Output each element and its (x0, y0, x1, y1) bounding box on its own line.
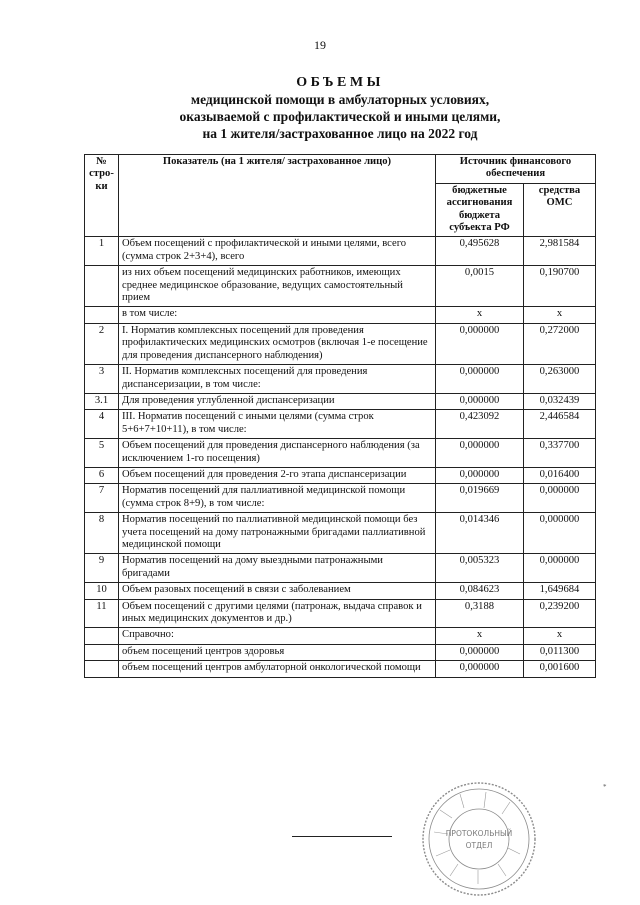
oms-value-cell: 0,011300 (524, 644, 596, 660)
row-number-cell (85, 661, 119, 677)
indicator-cell: I. Норматив комплексных посещений для проведения профилактических медицинских осмотров (включая 1-е посещение для проведения диспансерного наблюдения) (119, 323, 436, 364)
indicator-cell: Объем разовых посещений в связи с заболеванием (119, 583, 436, 599)
title-line-4: на 1 жителя/застрахованное лицо на 2022 год (202, 126, 478, 141)
indicator-cell: II. Норматив комплексных посещений для проведения диспансеризации, в том числе: (119, 365, 436, 394)
budget-value-cell: 0,005323 (436, 554, 524, 583)
table-row (85, 410, 596, 439)
header-budget: бюджетные ассигнования бюджета субъекта РФ (436, 183, 524, 237)
margin-mark: * (603, 783, 607, 791)
table-row (85, 554, 596, 583)
oms-value-cell: 0,000000 (524, 513, 596, 554)
header-indicator: Показатель (на 1 жителя/ застрахованное лицо) (119, 155, 436, 237)
oms-value-cell: 0,263000 (524, 365, 596, 394)
title-line-2: медицинской помощи в амбулаторных условиях, (190, 92, 490, 107)
indicator-cell: в том числе: (119, 307, 436, 323)
signature-line (292, 836, 392, 837)
table-row (85, 467, 596, 483)
budget-value-cell: 0,000000 (436, 323, 524, 364)
budget-value-cell: х (436, 628, 524, 644)
document-title (0, 74, 640, 142)
budget-value-cell: 0,0015 (436, 266, 524, 307)
indicator-cell: объем посещений центров здоровья (119, 644, 436, 660)
row-number-cell: 1 (85, 237, 119, 266)
budget-value-cell: 0,000000 (436, 439, 524, 468)
oms-value-cell: 2,446584 (524, 410, 596, 439)
budget-value-cell: 0,019669 (436, 484, 524, 513)
table-body (85, 237, 596, 677)
indicator-cell: Норматив посещений для паллиативной медицинской помощи (сумма строк 8+9), в том числе: (119, 484, 436, 513)
header-funding-source: Источник финансового обеспечения (436, 155, 596, 184)
table-row (85, 365, 596, 394)
page-number: 19 (314, 38, 326, 52)
table-row (85, 484, 596, 513)
stamp-text-line-2: ОТДЕЛ (465, 841, 493, 850)
indicator-cell: Норматив посещений на дому выездными патронажными бригадами (119, 554, 436, 583)
protocol-department-stamp (420, 780, 538, 898)
table-row (85, 583, 596, 599)
indicator-cell: III. Норматив посещений с иными целями (сумма строк 5+6+7+10+11), в том числе: (119, 410, 436, 439)
indicator-cell: Объем посещений для проведения диспансерного наблюдения (за исключением 1-го посещения) (119, 439, 436, 468)
budget-value-cell: 0,495628 (436, 237, 524, 266)
table-row (85, 439, 596, 468)
budget-value-cell: 0,084623 (436, 583, 524, 599)
row-number-cell: 10 (85, 583, 119, 599)
title-line-1: ОБЪЕМЫ (296, 75, 384, 90)
oms-value-cell: 0,032439 (524, 393, 596, 409)
row-number-cell (85, 266, 119, 307)
indicator-cell: из них объем посещений медицинских работников, имеющих среднее медицинское образование, ведущих самостоятельный прием (119, 266, 436, 307)
oms-value-cell: 0,000000 (524, 554, 596, 583)
budget-value-cell: 0,000000 (436, 467, 524, 483)
table-row (85, 323, 596, 364)
table-row (85, 307, 596, 323)
table-row (85, 661, 596, 677)
oms-value-cell: 0,001600 (524, 661, 596, 677)
indicator-cell: Объем посещений с другими целями (патронаж, выдача справок и иных медицинских документов и др.) (119, 599, 436, 628)
indicator-cell: Объем посещений с профилактической и иными целями, всего (сумма строк 2+3+4), всего (119, 237, 436, 266)
indicator-cell: Справочно: (119, 628, 436, 644)
row-number-cell (85, 307, 119, 323)
table-row (85, 644, 596, 660)
row-number-cell: 7 (85, 484, 119, 513)
row-number-cell: 8 (85, 513, 119, 554)
table-row (85, 237, 596, 266)
budget-value-cell: 0,000000 (436, 661, 524, 677)
budget-value-cell: 0,000000 (436, 365, 524, 394)
oms-value-cell: х (524, 307, 596, 323)
title-line-3: оказываемой с профилактической и иными целями, (179, 109, 501, 124)
budget-value-cell: 0,014346 (436, 513, 524, 554)
row-number-cell: 11 (85, 599, 119, 628)
row-number-cell: 6 (85, 467, 119, 483)
budget-value-cell: 0,423092 (436, 410, 524, 439)
indicator-cell: объем посещений центров амбулаторной онкологической помощи (119, 661, 436, 677)
indicator-cell: Для проведения углубленной диспансеризации (119, 393, 436, 409)
table-row (85, 266, 596, 307)
table-row (85, 513, 596, 554)
row-number-cell (85, 628, 119, 644)
oms-value-cell: 0,016400 (524, 467, 596, 483)
header-row-number: № стро-ки (85, 155, 119, 237)
stamp-text-line-1: ПРОТОКОЛЬНЫЙ (445, 829, 513, 838)
oms-value-cell: 2,981584 (524, 237, 596, 266)
budget-value-cell: х (436, 307, 524, 323)
table-row (85, 628, 596, 644)
oms-value-cell: 0,272000 (524, 323, 596, 364)
oms-value-cell: 0,337700 (524, 439, 596, 468)
oms-value-cell: 0,190700 (524, 266, 596, 307)
volumes-table (84, 154, 596, 678)
row-number-cell: 2 (85, 323, 119, 364)
row-number-cell: 9 (85, 554, 119, 583)
oms-value-cell: 1,649684 (524, 583, 596, 599)
budget-value-cell: 0,000000 (436, 393, 524, 409)
table-row (85, 393, 596, 409)
table-row (85, 599, 596, 628)
oms-value-cell: 0,239200 (524, 599, 596, 628)
header-oms: средства ОМС (524, 183, 596, 237)
row-number-cell: 3.1 (85, 393, 119, 409)
indicator-cell: Норматив посещений по паллиативной медицинской помощи без учета посещений на дому патронажными бригадами паллиативной медицинской помощи (119, 513, 436, 554)
oms-value-cell: х (524, 628, 596, 644)
row-number-cell (85, 644, 119, 660)
oms-value-cell: 0,000000 (524, 484, 596, 513)
budget-value-cell: 0,000000 (436, 644, 524, 660)
budget-value-cell: 0,3188 (436, 599, 524, 628)
row-number-cell: 3 (85, 365, 119, 394)
row-number-cell: 4 (85, 410, 119, 439)
row-number-cell: 5 (85, 439, 119, 468)
indicator-cell: Объем посещений для проведения 2-го этапа диспансеризации (119, 467, 436, 483)
